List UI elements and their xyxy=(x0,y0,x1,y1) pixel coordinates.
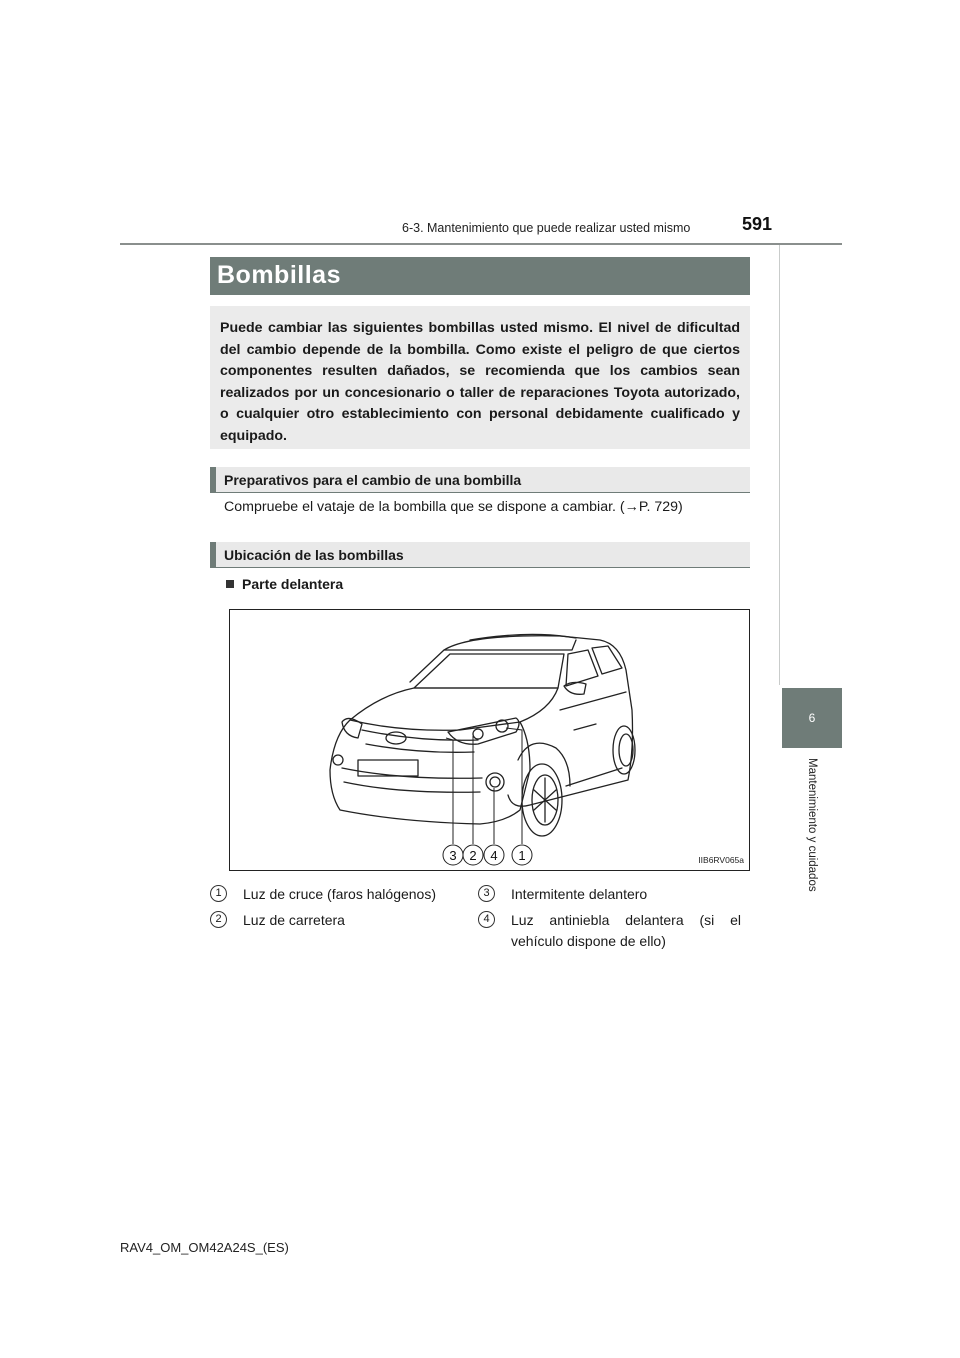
callout-label: 3 xyxy=(449,848,457,863)
square-bullet-icon xyxy=(226,580,234,588)
callout-label: 2 xyxy=(469,848,477,863)
legend-text: Luz de carretera xyxy=(243,912,345,928)
car-illustration xyxy=(230,610,749,870)
running-header: 6-3. Mantenimiento que puede realizar usted mismo xyxy=(402,221,691,235)
legend-number: 4 xyxy=(478,911,495,928)
chapter-tab: 6 xyxy=(782,688,842,748)
legend-item xyxy=(478,910,750,954)
section-heading-preparation xyxy=(210,467,750,493)
header-rule xyxy=(120,243,842,245)
section-heading-label: Preparativos para el cambio de una bombilla xyxy=(224,472,522,488)
bullet-heading xyxy=(226,576,343,592)
intro-box: Puede cambiar las siguientes bombillas usted mismo. El nivel de dificultad del cambio depende de la bombilla. Como existe el peligro de que ciertos componentes resulten dañados, se recomienda que los cambios sean realizados por un concesionario o taller de reparaciones Toyota autorizado, o cualquier otro establecimiento con personal debidamente cualificado y equipado. xyxy=(210,306,750,449)
legend-item xyxy=(210,884,480,906)
section-heading-label: Ubicación de las bombillas xyxy=(224,547,404,563)
legend-text: Intermitente delantero xyxy=(511,886,648,902)
section-heading-location xyxy=(210,542,750,568)
legend-number: 2 xyxy=(210,911,227,928)
callout-label: 4 xyxy=(490,848,498,863)
bullet-heading-label: Parte delantera xyxy=(242,576,344,592)
car-figure xyxy=(229,609,750,871)
footer-code: RAV4_OM_OM42A24S_(ES) xyxy=(120,1240,289,1255)
legend-text: Luz de cruce (faros halógenos) xyxy=(243,886,436,902)
title-bar xyxy=(210,257,750,295)
page-title: Bombillas xyxy=(217,261,341,289)
legend-item xyxy=(478,884,748,906)
figure-code: IIB6RV065a xyxy=(698,855,744,865)
legend-number: 3 xyxy=(478,885,495,902)
chapter-label xyxy=(802,758,822,908)
legend-text: Luz antiniebla delantera (si el vehículo dispone de ello) xyxy=(511,912,741,949)
body-text: Compruebe el vataje de la bombilla que se dispone a cambiar. (→P. 729) xyxy=(224,499,683,515)
page-number: 591 xyxy=(742,214,773,234)
legend-number: 1 xyxy=(210,885,227,902)
callout-label: 1 xyxy=(518,848,526,863)
side-divider xyxy=(779,245,780,685)
chapter-title: Mantenimiento y cuidados xyxy=(806,758,818,892)
legend-item xyxy=(210,910,480,932)
